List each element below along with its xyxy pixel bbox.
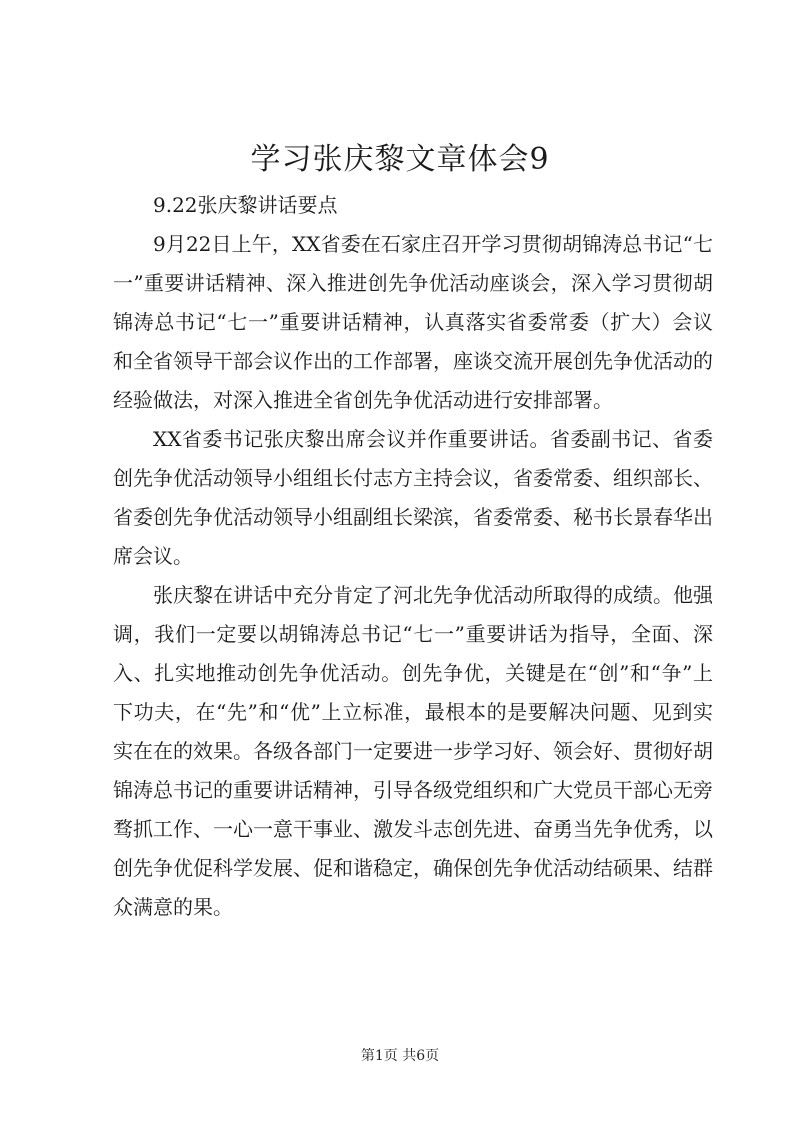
paragraph-attendees: XX省委书记张庆黎出席会议并作重要讲话。省委副书记、省委创先争优活动领导小组组长付志方主持会议，省委常委、组织部长、省委创先争优活动领导小组副组长梁滨，省委常委、秘书长景春华出席会议。	[113, 427, 713, 568]
document-title: 学习张庆黎文章体会9	[250, 142, 550, 177]
subtitle-paragraph: 9.22张庆黎讲话要点	[153, 193, 338, 217]
paragraph-meeting-overview: 9月22日上午，XX省委在石家庄召开学习贯彻胡锦涛总书记“七一”重要讲话精神、深入推进创先争优活动座谈会，深入学习贯彻胡锦涛总书记“七一”重要讲话精神，认真落实省委常委（扩大）会议和全省领导干部会议作出的工作部署，座谈交流开展创先争优活动的经验做法，对深入推进全省创先争优活动进行安排部署。	[113, 232, 713, 412]
paragraph-speech-content: 张庆黎在讲话中充分肯定了河北先争优活动所取得的成绩。他强调，我们一定要以胡锦涛总书记“七一”重要讲话为指导，全面、深入、扎实地推动创先争优活动。创先争优，关键是在“创”和“争”上下功夫，在“先”和“优”上立标准，最根本的是要解决问题、见到实实在在的效果。各级各部门一定要进一步学习好、领会好、贯彻好胡锦涛总书记的重要讲话精神，引导各级党组织和广大党员干部心无旁骛抓工作、一心一意干事业、激发斗志创先进、奋勇当先争优秀，以创先争优促科学发展、促和谐稳定，确保创先争优活动结硕果、结群众满意的果。	[113, 583, 713, 919]
page-number-footer: 第1页 共6页	[360, 1048, 440, 1064]
document-body	[113, 186, 713, 927]
